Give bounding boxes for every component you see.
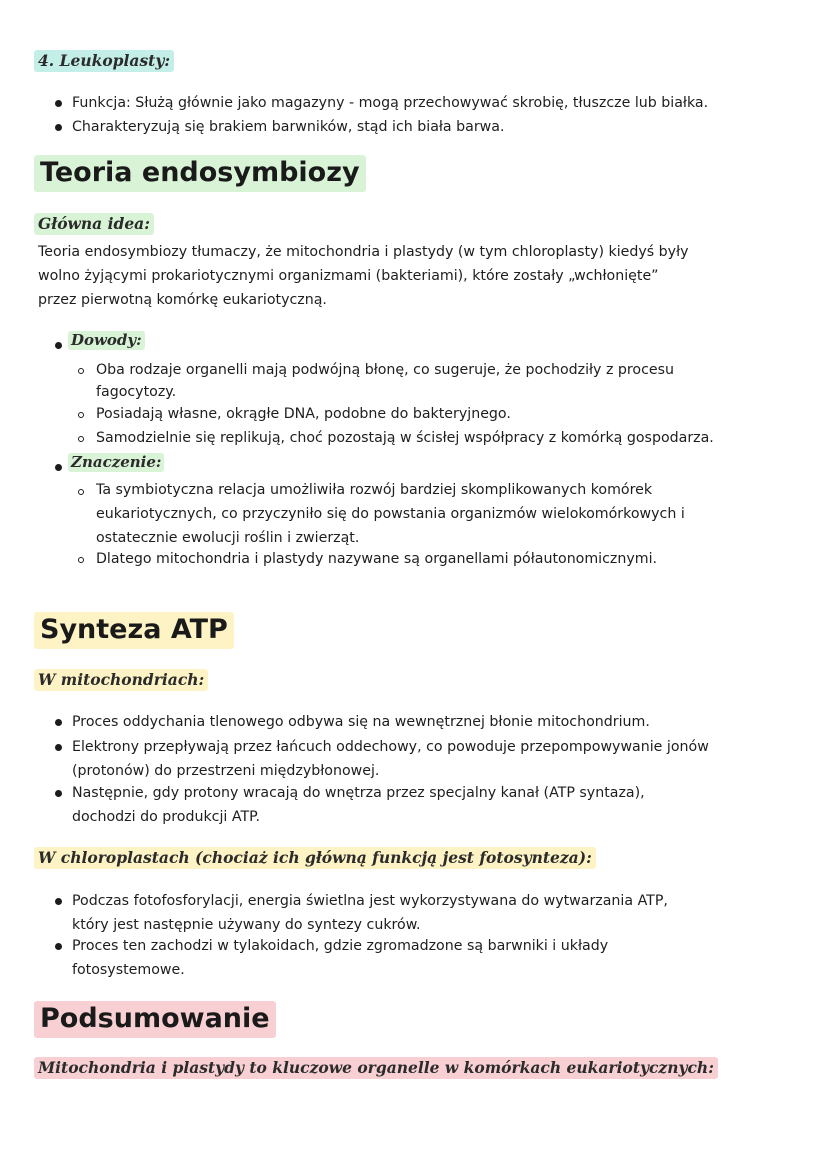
glowna-idea-label: Główna idea: — [34, 213, 154, 235]
idea-line-2: wolno żyjącymi prokariotycznymi organizmami (bakteriami), które zostały „wchłonięte” — [38, 268, 659, 284]
bullet-icon — [55, 100, 62, 107]
znaczenie-1-line-2: eukariotycznych, co przyczyniło się do powstania organizmów wielokomórkowych i — [96, 506, 685, 522]
bullet-icon — [55, 342, 62, 349]
leukoplasty-bullet-2: Charakteryzują się brakiem barwników, stąd ich biała barwa. — [72, 119, 505, 135]
bullet-icon — [55, 898, 62, 905]
bullet-icon — [55, 744, 62, 751]
leukoplasty-bullet-1: Funkcja: Służą głównie jako magazyny - mogą przechowywać skrobię, tłuszcze lub białka. — [72, 95, 709, 111]
chloro-bullet-2-line-1: Proces ten zachodzi w tylakoidach, gdzie zgromadzone są barwniki i układy — [72, 938, 609, 954]
dowod-2: Posiadają własne, okrągłe DNA, podobne do bakteryjnego. — [96, 406, 511, 422]
podsumowanie-title: Podsumowanie — [34, 1001, 276, 1038]
dowody-label: Dowody: — [68, 331, 145, 350]
bullet-icon — [55, 124, 62, 131]
podsumowanie-subtitle: Mitochondria i plastydy to kluczowe organelle w komórkach eukariotycznych: — [34, 1057, 718, 1079]
mito-bullet-2-line-1: Elektrony przepływają przez łańcuch oddechowy, co powoduje przepompowywanie jonów — [72, 739, 709, 755]
dowod-1-line-1: Oba rodzaje organelli mają podwójną błonę, co sugeruje, że pochodziły z procesu — [96, 362, 675, 378]
circle-bullet-icon — [78, 412, 84, 418]
idea-line-1: Teoria endosymbiozy tłumaczy, że mitochondria i plastydy (w tym chloroplasty) kiedyś były — [38, 244, 689, 260]
dowod-3: Samodzielnie się replikują, choć pozostają w ścisłej współpracy z komórką gospodarza. — [96, 430, 714, 446]
circle-bullet-icon — [78, 557, 84, 563]
chloro-bullet-1-line-1: Podczas fotofosforylacji, energia świetlna jest wykorzystywana do wytwarzania ATP, — [72, 893, 668, 909]
znaczenie-2: Dlatego mitochondria i plastydy nazywane są organellami półautonomicznymi. — [96, 551, 658, 567]
znaczenie-label: Znaczenie: — [68, 453, 164, 472]
endosymbioza-title: Teoria endosymbiozy — [34, 155, 366, 192]
leukoplasty-heading: 4. Leukoplasty: — [34, 50, 174, 72]
circle-bullet-icon — [78, 368, 84, 374]
mito-bullet-3-line-2: dochodzi do produkcji ATP. — [72, 809, 260, 825]
znaczenie-1-line-1: Ta symbiotyczna relacja umożliwiła rozwój bardziej skomplikowanych komórek — [96, 482, 653, 498]
bullet-icon — [55, 464, 62, 471]
idea-line-3: przez pierwotną komórkę eukariotyczną. — [38, 292, 327, 308]
circle-bullet-icon — [78, 436, 84, 442]
chloro-bullet-1-line-2: który jest następnie używany do syntezy cukrów. — [72, 917, 421, 933]
mito-bullet-2-line-2: (protonów) do przestrzeni międzybłonowej. — [72, 763, 380, 779]
mito-bullet-3-line-1: Następnie, gdy protony wracają do wnętrza przez specjalny kanał (ATP syntaza), — [72, 785, 645, 801]
znaczenie-1-line-3: ostatecznie ewolucji roślin i zwierząt. — [96, 530, 360, 546]
bullet-icon — [55, 790, 62, 797]
bullet-icon — [55, 943, 62, 950]
circle-bullet-icon — [78, 489, 84, 495]
chloro-bullet-2-line-2: fotosystemowe. — [72, 962, 185, 978]
bullet-icon — [55, 719, 62, 726]
mito-bullet-1: Proces oddychania tlenowego odbywa się na wewnętrznej błonie mitochondrium. — [72, 714, 650, 730]
mitochondria-label: W mitochondriach: — [34, 669, 208, 691]
dowod-1-line-2: fagocytozy. — [96, 384, 177, 400]
chloroplasty-label: W chloroplastach (chociaż ich główną funkcją jest fotosynteza): — [34, 847, 596, 869]
atp-title: Synteza ATP — [34, 612, 234, 649]
